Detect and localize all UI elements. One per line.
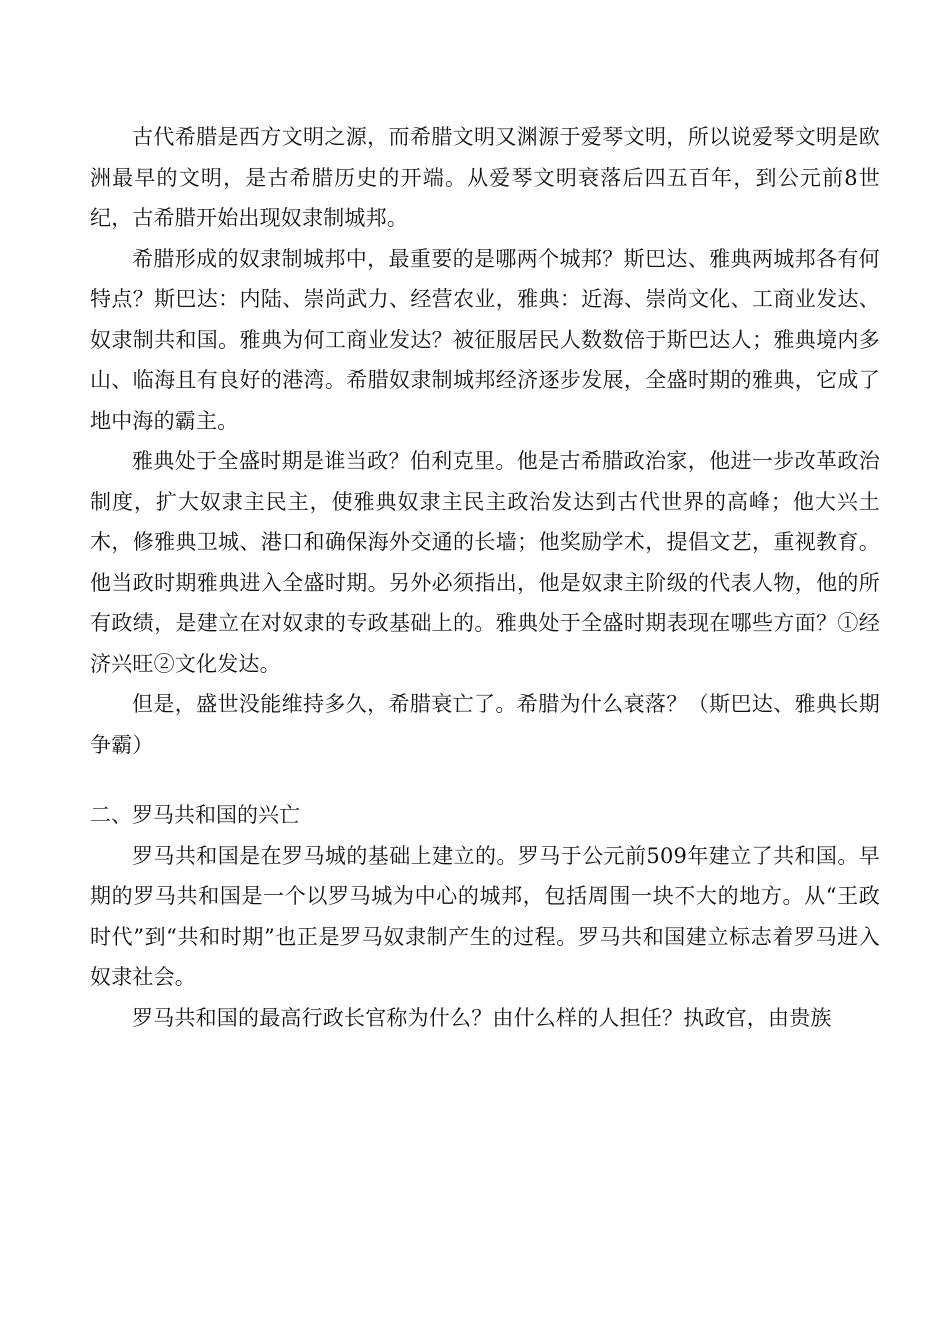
document-page	[90, 117, 880, 1038]
paragraph-pericles: 雅典处于全盛时期是谁当政？伯利克里。他是古希腊政治家，他进一步改革政治制度，扩大奴隶主民主，使雅典奴隶主民主政治发达到古代世界的高峰；他大兴土木，修雅典卫城、港口和确保海外交通的长墙；他奖励学术，提倡文艺，重视教育。他当政时期雅典进入全盛时期。另外必须指出，他是奴隶主阶级的代表人物，他的所有政绩，是建立在对奴隶的专政基础上的。雅典处于全盛时期表现在哪些方面？①经济兴旺②文化发达。	[90, 449, 880, 676]
section-heading-roman-republic: 二、罗马共和国的兴亡	[90, 803, 300, 827]
paragraph-city-states: 希腊形成的奴隶制城邦中，最重要的是哪两个城邦？斯巴达、雅典两城邦各有何特点？斯巴达：内陆、崇尚武力、经营农业，雅典：近海、崇尚文化、工商业发达、奴隶制共和国。雅典为何工商业发达？被征服居民人数数倍于斯巴达人；雅典境内多山、临海且有良好的港湾。希腊奴隶制城邦经济逐步发展，全盛时期的雅典，它成了地中海的霸主。	[90, 246, 880, 433]
paragraph-roman-republic-founding: 罗马共和国是在罗马城的基础上建立的。罗马于公元前509年建立了共和国。早期的罗马共和国是一个以罗马城为中心的城邦，包括周围一块不大的地方。从“王政时代”到“共和时期”也正是罗马奴隶制产生的过程。罗马共和国建立标志着罗马进入奴隶社会。	[90, 843, 880, 989]
paragraph-roman-consul: 罗马共和国的最高行政长官称为什么？由什么样的人担任？执政官，由贵族	[132, 1005, 832, 1030]
paragraph-aegean-origin: 古代希腊是西方文明之源，而希腊文明又渊源于爱琴文明，所以说爱琴文明是欧洲最早的文明，是古希腊历史的开端。从爱琴文明衰落后四五百年，到公元前8世纪，古希腊开始出现奴隶制城邦。	[90, 125, 880, 230]
paragraph-greek-decline: 但是，盛世没能维持多久，希腊衰亡了。希腊为什么衰落？（斯巴达、雅典长期争霸）	[90, 692, 880, 757]
